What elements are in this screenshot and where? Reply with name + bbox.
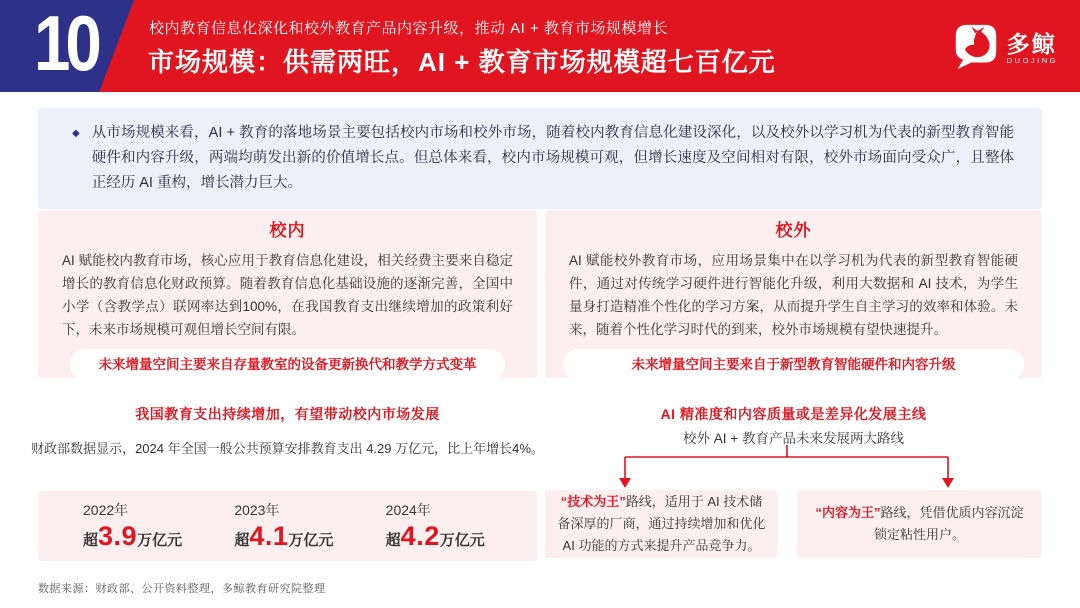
stat-2022 <box>83 502 234 550</box>
stat-unit: 万亿元 <box>288 532 334 549</box>
data-source-note: 数据来源：财政部、公开资料整理，多鲸教育研究院整理 <box>38 583 326 595</box>
off-campus-pill: 未来增量空间主要来自于新型教育智能硬件和内容升级 <box>563 349 1024 380</box>
stat-value: 4.1 <box>249 521 289 551</box>
stat-unit: 万亿元 <box>439 532 485 549</box>
off-campus-body: AI 赋能校外教育市场，应用场景集中在以学习机为代表的新型教育智能硬件，通过对传统学习硬件进行智能化升级，利用大数据和 AI 技术，为学生量身打造精准个性化的学习方案，从而提升学生自主学习的效率和体验。未来，随着个性化学习时代的到来，校外市场规模有望快速提升。 <box>569 253 1018 337</box>
header-banner <box>0 0 1080 92</box>
logo-name-cn: 多鲸 <box>1006 30 1057 57</box>
spending-heading: 我国教育支出持续增加，有望带动校内市场发展 <box>135 406 440 422</box>
spending-detail: 财政部数据显示，2024 年全国一般公共预算安排教育支出 4.29 万亿元，比上年增长4%。 <box>31 441 544 456</box>
stat-value: 3.9 <box>98 521 138 551</box>
on-campus-pill: 未来增量空间主要来自存量教室的设备更新换代和教学方式变革 <box>70 349 505 380</box>
stat-year: 2022年 <box>83 502 129 518</box>
route-box-content <box>797 490 1042 558</box>
route-highlight: “内容为王” <box>815 505 881 520</box>
stat-unit: 万亿元 <box>137 532 183 549</box>
stat-prefix: 超 <box>234 532 250 549</box>
stat-value: 4.2 <box>400 521 440 551</box>
logo-name-en: DUOJING <box>1006 55 1058 65</box>
stat-prefix: 超 <box>83 532 99 549</box>
stat-year: 2023年 <box>234 502 280 518</box>
duojing-logo <box>953 22 1058 75</box>
diamond-bullet-icon: ◆ <box>72 128 80 139</box>
off-campus-title: 校外 <box>775 221 812 240</box>
stat-2023 <box>234 502 385 550</box>
spending-stats-box <box>38 491 537 561</box>
summary-panel <box>38 108 1042 209</box>
page-title: 市场规模：供需两旺，AI + 教育市场规模超七百亿元 <box>148 47 776 77</box>
panel-off-campus <box>545 210 1042 378</box>
stat-year: 2024年 <box>385 502 431 518</box>
summary-text: 从市场规模来看，AI + 教育的落地场景主要包括校内市场和校外市场，随着校内教育信息化建设深化，以及校外以学习机为代表的新型教育智能硬件和内容升级，两端均萌发出新的价值增长点。但总体来看，校内市场规模可观，但增长速度及空间相对有限，校外市场面向受众广，且整体正经历 AI 重构，增长潜力巨大。 <box>91 125 1014 191</box>
route-box-technology <box>545 490 778 558</box>
route-highlight: “技术为王” <box>560 494 626 509</box>
on-campus-body: AI 赋能校内教育市场，核心应用于教育信息化建设，相关经费主要来自稳定增长的教育信息化财政预算。随着教育信息化基础设施的逐渐完善，全国中小学（含教学点）联网率达到100%，在我国教育支出继续增加的政策利好下，未来市场规模可观但增长空间有限。 <box>62 253 513 337</box>
route-description: 路线，适用于 AI 技术储备深厚的厂商，通过持续增加和优化 AI 功能的方式来提升产品竞争力。 <box>557 494 766 553</box>
panel-on-campus <box>38 210 537 378</box>
header-kicker: 校内教育信息化深化和校外教育产品内容升级，推动 AI + 教育市场规模增长 <box>149 20 668 37</box>
routes-subheading: 校外 AI + 教育产品未来发展两大路线 <box>683 431 904 446</box>
stat-2024 <box>386 502 537 550</box>
route-description: 路线，凭借优质内容沉淀锁定粘性用户。 <box>873 505 1024 542</box>
branch-arrows-icon <box>545 444 1042 490</box>
routes-heading: AI 精准度和内容质量或是差异化发展主线 <box>660 406 927 422</box>
stat-prefix: 超 <box>385 532 401 549</box>
logo-text <box>1007 32 1058 66</box>
slide-number: 10 <box>34 0 97 87</box>
whale-logo-icon <box>953 22 999 75</box>
on-campus-title: 校内 <box>269 221 306 240</box>
